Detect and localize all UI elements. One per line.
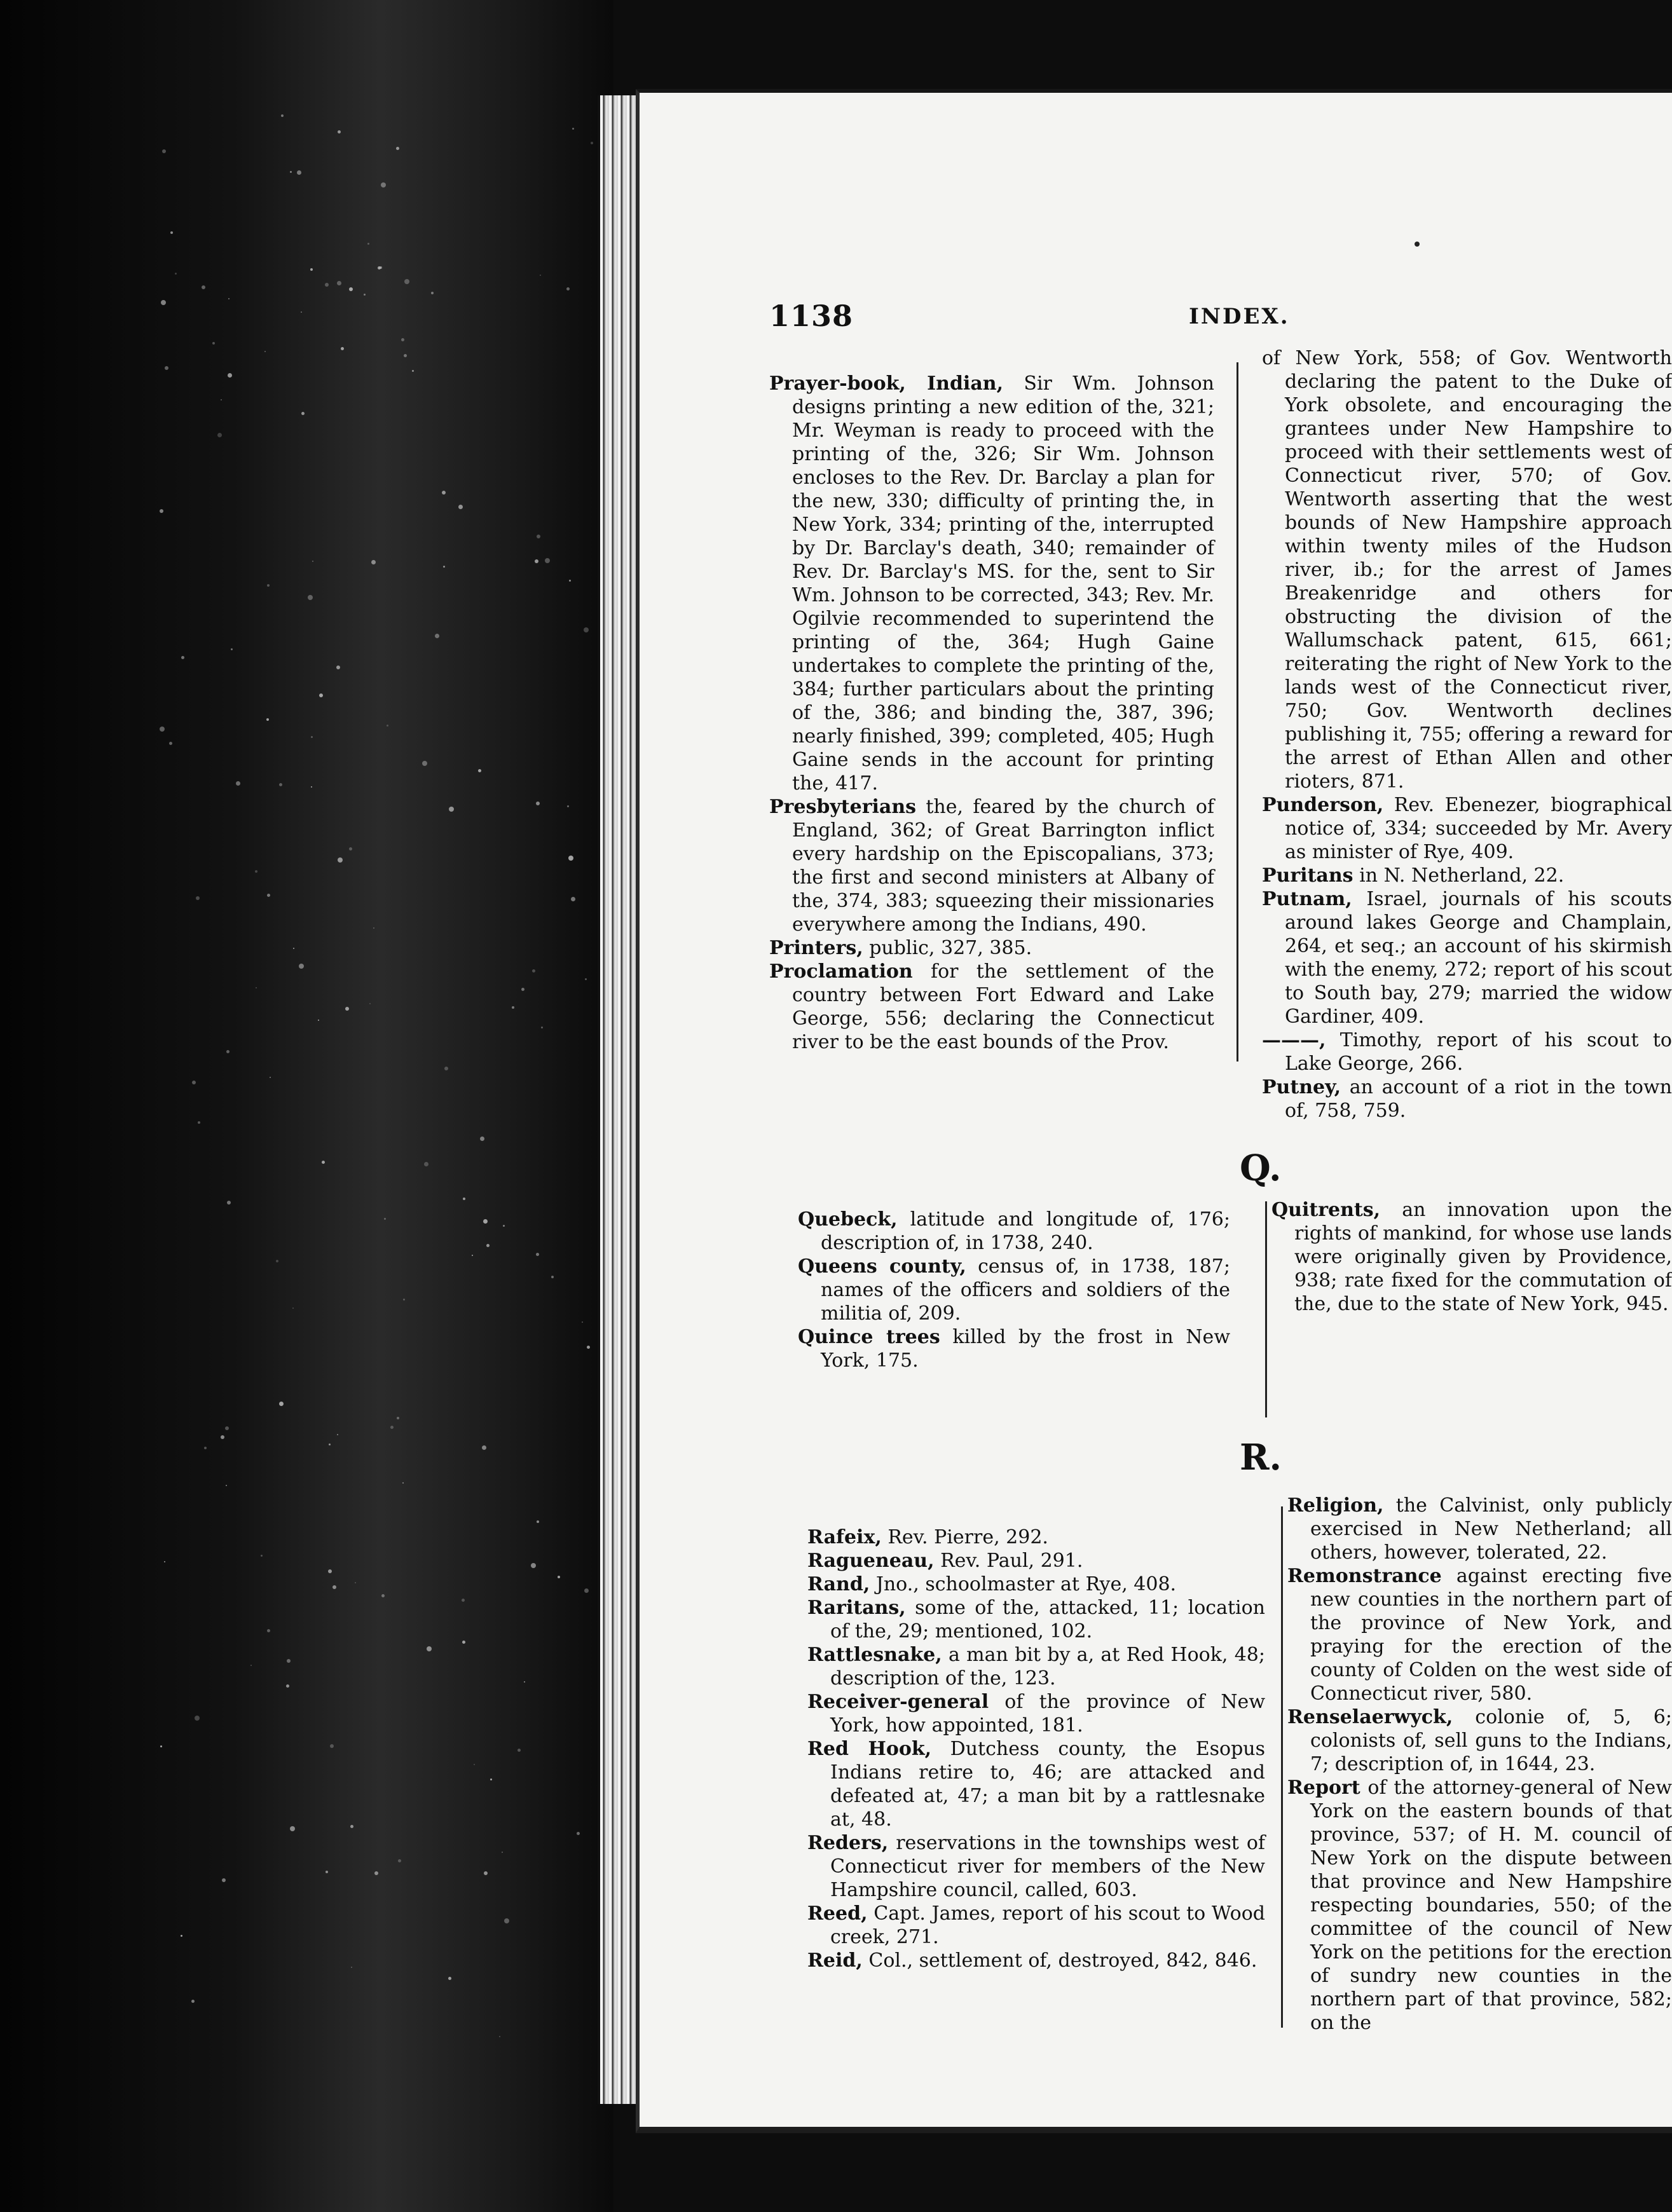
index-entry-text: killed by the frost in New York, 175. bbox=[821, 1326, 1230, 1372]
printer-dot bbox=[1415, 242, 1420, 247]
scan-speck bbox=[537, 1520, 539, 1523]
page-header bbox=[769, 299, 1672, 343]
scan-speck bbox=[279, 1402, 284, 1406]
scan-speck bbox=[319, 693, 323, 697]
scan-speck bbox=[536, 1253, 539, 1256]
scan-speck bbox=[462, 1641, 465, 1644]
scan-speck bbox=[367, 243, 369, 245]
index-headword: Raritans, bbox=[807, 1597, 906, 1619]
scan-speck bbox=[162, 149, 166, 153]
scan-speck bbox=[225, 1426, 229, 1430]
scan-speck bbox=[318, 1020, 319, 1021]
index-entry bbox=[1262, 1075, 1672, 1123]
index-headword: Reid, bbox=[807, 1949, 863, 1972]
scan-speck bbox=[312, 561, 313, 562]
page-content bbox=[769, 299, 1672, 2079]
scan-speck bbox=[424, 1162, 428, 1166]
index-entry-text: Rev. Pierre, 292. bbox=[881, 1526, 1048, 1548]
scan-speck bbox=[281, 114, 284, 117]
scan-speck bbox=[299, 964, 304, 969]
index-entry bbox=[769, 795, 1214, 936]
index-headword: Rattlesnake, bbox=[807, 1644, 942, 1666]
scan-speck bbox=[512, 1006, 514, 1009]
index-entry bbox=[807, 1949, 1265, 1972]
index-entry-text: Capt. James, report of his scout to Wood creek, 271. bbox=[830, 1902, 1265, 1948]
index-entry-text: Dutchess county, the Esopus Indians retire to, 46; are attacked and defeated at, 47; a man bit by a rattlesnake at, 48. bbox=[830, 1738, 1265, 1831]
scan-speck bbox=[301, 412, 305, 415]
index-entry bbox=[1262, 864, 1672, 887]
scan-speck bbox=[181, 656, 184, 659]
scan-speck bbox=[337, 281, 341, 285]
scan-speck bbox=[226, 1050, 230, 1053]
index-headword: Religion, bbox=[1287, 1494, 1384, 1517]
index-headword: Quince trees bbox=[798, 1326, 940, 1348]
index-entry-text: Col., settlement of, destroyed, 842, 846. bbox=[862, 1949, 1257, 1972]
scan-speck bbox=[478, 769, 481, 772]
page-number: 1138 bbox=[769, 299, 854, 333]
index-headword: Puritans bbox=[1262, 864, 1353, 887]
scan-speck bbox=[558, 1576, 560, 1578]
index-entry bbox=[1271, 1198, 1672, 1316]
index-entry bbox=[1287, 1564, 1672, 1705]
index-entry-text: Rev. Paul, 291. bbox=[934, 1550, 1083, 1572]
scan-speck bbox=[503, 1225, 505, 1227]
section-letter-r: R. bbox=[1240, 1437, 1282, 1478]
scan-speck bbox=[175, 273, 177, 275]
scan-speck bbox=[164, 1561, 165, 1562]
scan-speck bbox=[364, 294, 366, 296]
index-column-q-right bbox=[1271, 1198, 1672, 1316]
index-entry bbox=[807, 1690, 1265, 1737]
scan-speck bbox=[545, 558, 550, 563]
scan-speck bbox=[204, 1447, 207, 1449]
scan-speck bbox=[236, 781, 240, 786]
scan-speck bbox=[264, 351, 266, 352]
scan-speck bbox=[170, 231, 173, 234]
scan-speck bbox=[196, 896, 200, 900]
index-headword: Remonstrance bbox=[1287, 1565, 1442, 1587]
scan-speck bbox=[531, 1563, 536, 1568]
scan-speck bbox=[330, 1744, 334, 1748]
index-entry bbox=[1262, 793, 1672, 864]
index-headword: Reders, bbox=[807, 1832, 889, 1854]
scan-speck bbox=[571, 897, 575, 901]
scan-speck bbox=[329, 1444, 331, 1445]
index-entry-text: Jno., schoolmaster at Rye, 408. bbox=[870, 1573, 1177, 1595]
index-headword: Report bbox=[1287, 1777, 1360, 1799]
scan-speck bbox=[222, 1878, 226, 1882]
scan-speck bbox=[422, 761, 427, 766]
index-headword: Rand, bbox=[807, 1573, 870, 1595]
scan-speck bbox=[349, 847, 352, 850]
index-headword: Rafeix, bbox=[807, 1526, 882, 1548]
scan-speck bbox=[387, 725, 388, 727]
index-entry-text: colonie of, 5, 6; colonists of, sell guns to the Indians, 7; description of, in 1644, 23. bbox=[1310, 1706, 1672, 1775]
scan-speck bbox=[250, 1665, 252, 1666]
scan-speck bbox=[499, 2036, 500, 2037]
index-entry bbox=[1262, 346, 1672, 793]
scan-speck bbox=[517, 1749, 521, 1752]
index-headword: Renselaerwyck, bbox=[1287, 1706, 1453, 1728]
index-headword: Punderson, bbox=[1262, 794, 1384, 816]
index-column-p-left bbox=[769, 372, 1214, 1054]
scan-speck bbox=[311, 736, 313, 738]
scan-speck bbox=[566, 287, 570, 290]
index-entry-text: for the settlement of the country between Fort Edward and Lake George, 556; declaring the Connecticut river to be the east bounds of the Prov. bbox=[792, 960, 1214, 1053]
index-entry-text: against erecting five new counties in the northern part of the province of New York, and praying for the erection of the county of Colden on the west side of Connecticut river, 580. bbox=[1310, 1565, 1672, 1705]
scan-speck bbox=[396, 147, 399, 150]
index-entry-text: Rev. Ebenezer, biographical notice of, 334; succeeded by Mr. Avery as minister of Rye, 409. bbox=[1285, 794, 1672, 863]
scan-speck bbox=[231, 648, 233, 650]
scan-speck bbox=[551, 1276, 554, 1278]
scan-speck bbox=[474, 1764, 475, 1765]
index-entry-text: an account of a riot in the town of, 758, 759. bbox=[1285, 1076, 1672, 1122]
index-entry-text: the Calvinist, only publicly exercised in New Netherland; all others, however, tolerated, 22. bbox=[1310, 1494, 1672, 1564]
scan-speck bbox=[472, 1255, 473, 1256]
index-headword: Ragueneau, bbox=[807, 1550, 935, 1572]
index-headword: ———, bbox=[1262, 1029, 1326, 1051]
scan-speck bbox=[482, 1445, 486, 1450]
column-rule bbox=[1237, 362, 1238, 1062]
column-rule bbox=[1281, 1506, 1283, 2028]
scan-speck bbox=[266, 718, 269, 721]
index-entry bbox=[798, 1325, 1230, 1372]
scan-speck bbox=[310, 268, 313, 271]
scan-speck bbox=[160, 509, 163, 513]
scan-speck bbox=[181, 1935, 182, 1937]
scan-speck bbox=[448, 1977, 451, 1980]
scan-speck bbox=[161, 300, 166, 305]
scan-speck bbox=[585, 978, 587, 980]
scan-speck bbox=[212, 342, 215, 345]
scan-speck bbox=[591, 142, 593, 144]
index-headword: Proclamation bbox=[769, 960, 913, 983]
scan-speck bbox=[202, 285, 205, 289]
index-headword: Reed, bbox=[807, 1902, 868, 1925]
index-headword: Presbyterians bbox=[769, 796, 917, 818]
scan-speck bbox=[332, 1585, 336, 1589]
scan-speck bbox=[325, 283, 329, 287]
index-entry bbox=[1287, 1705, 1672, 1776]
scan-speck bbox=[524, 1681, 525, 1683]
index-entry bbox=[807, 1643, 1265, 1690]
index-entry bbox=[1287, 1776, 1672, 2035]
scan-speck bbox=[351, 1967, 352, 1968]
scan-speck bbox=[449, 807, 454, 812]
scan-speck bbox=[402, 1482, 404, 1484]
index-entry bbox=[769, 936, 1214, 960]
scan-speck bbox=[267, 894, 270, 897]
index-entry bbox=[798, 1208, 1230, 1255]
scan-speck bbox=[169, 742, 172, 745]
scan-speck bbox=[267, 584, 270, 587]
scan-speck bbox=[308, 595, 313, 600]
scan-speck bbox=[484, 1871, 488, 1875]
book-gutter-shadow bbox=[0, 0, 613, 2212]
index-entry bbox=[1262, 887, 1672, 1028]
scan-speck bbox=[287, 1659, 291, 1663]
running-head: INDEX. bbox=[1189, 304, 1290, 329]
column-rule bbox=[1265, 1201, 1267, 1417]
index-entry bbox=[798, 1255, 1230, 1325]
index-entry-text: census of, in 1738, 187; names of the officers and soldiers of the militia of, 209. bbox=[821, 1255, 1230, 1325]
index-headword: Prayer-book, Indian, bbox=[769, 372, 1004, 395]
scan-speck bbox=[292, 1307, 294, 1309]
scan-speck bbox=[398, 1859, 401, 1862]
index-headword: Printers, bbox=[769, 937, 863, 959]
scan-speck bbox=[191, 2000, 195, 2003]
scan-speck bbox=[350, 1825, 353, 1828]
scan-speck bbox=[540, 275, 541, 276]
scan-speck bbox=[336, 666, 340, 669]
index-entry bbox=[807, 1831, 1265, 1902]
index-headword: Putnam, bbox=[1262, 888, 1352, 910]
scan-speck bbox=[443, 566, 445, 568]
index-entry-text: reservations in the townships west of Connecticut river for members of the New Hampshire council, called, 603. bbox=[830, 1832, 1265, 1901]
index-headword: Queens county, bbox=[798, 1255, 966, 1278]
scan-speck bbox=[403, 1299, 405, 1301]
scan-speck bbox=[345, 1007, 349, 1011]
index-entry-text: public, 327, 385. bbox=[863, 937, 1032, 959]
scan-speck bbox=[444, 1067, 448, 1070]
index-entry bbox=[807, 1902, 1265, 1949]
index-entry-text: latitude and longitude of, 176; description of, in 1738, 240. bbox=[821, 1208, 1230, 1254]
scan-speck bbox=[397, 1417, 399, 1419]
scan-speck bbox=[311, 786, 312, 788]
scan-speck bbox=[338, 857, 343, 863]
scan-speck bbox=[384, 1218, 386, 1220]
scan-speck bbox=[290, 171, 292, 173]
scan-speck bbox=[270, 1077, 271, 1078]
scan-speck bbox=[228, 373, 232, 378]
scan-speck bbox=[404, 354, 407, 357]
scan-speck bbox=[541, 1027, 543, 1028]
scan-speck bbox=[228, 298, 230, 299]
scan-speck bbox=[371, 560, 376, 564]
scan-speck bbox=[369, 1003, 371, 1004]
scan-speck bbox=[322, 1161, 325, 1164]
scan-speck bbox=[483, 1219, 488, 1224]
index-entry-text: Timothy, report of his scout to Lake George, 266. bbox=[1285, 1029, 1672, 1075]
scan-speck bbox=[337, 1434, 338, 1435]
scan-speck bbox=[381, 182, 386, 188]
scan-speck bbox=[502, 1852, 503, 1853]
scan-speck bbox=[442, 491, 446, 495]
scan-speck bbox=[584, 1588, 589, 1593]
index-entry bbox=[807, 1737, 1265, 1831]
scan-speck bbox=[198, 1121, 200, 1124]
scan-speck bbox=[160, 1745, 162, 1747]
index-entry bbox=[769, 960, 1214, 1054]
index-entry-text: the, feared by the church of England, 362; of Great Barrington inflict every hardship on the Episcopalians, 373; the first and second ministers at Albany of the, 374, 383; squeezing their missionaries everywhere among the Indians, 490. bbox=[792, 796, 1214, 936]
scan-speck bbox=[380, 266, 382, 269]
scan-speck bbox=[435, 634, 439, 638]
scan-speck bbox=[577, 1832, 580, 1835]
index-column-r-left bbox=[807, 1526, 1265, 1972]
index-headword: Red Hook, bbox=[807, 1738, 932, 1760]
scan-speck bbox=[390, 1426, 394, 1429]
scan-speck bbox=[256, 987, 257, 988]
scan-speck bbox=[381, 1594, 385, 1597]
scan-speck bbox=[279, 783, 282, 786]
scan-speck bbox=[325, 1871, 328, 1873]
scan-speck bbox=[192, 1081, 196, 1084]
index-entry-text: some of the, attacked, 11; location of the, 29; mentioned, 102. bbox=[830, 1597, 1265, 1642]
scan-speck bbox=[355, 1582, 356, 1583]
scan-speck bbox=[341, 347, 344, 350]
scan-speck bbox=[267, 1629, 270, 1632]
index-entry bbox=[1287, 1494, 1672, 1564]
scan-speck bbox=[165, 366, 168, 370]
scan-speck bbox=[535, 559, 538, 563]
scan-speck bbox=[293, 948, 294, 949]
scan-speck bbox=[290, 1826, 295, 1831]
scan-speck bbox=[567, 805, 569, 807]
index-entry-text: Sir Wm. Johnson designs printing a new edition of the, 321; Mr. Weyman is ready to proceed with the printing of the, 326; Sir Wm. Johnson encloses to the Rev. Dr. Barclay a plan for the new, 330; difficulty of printing the, in New York, 334; printing of the, interrupted by Dr. Barclay's death, 340; remainder of Rev. Dr. Barclay's MS. for the, sent to Sir Wm. Johnson to be corrected, 343; Rev. Mr. Ogilvie recommended to superintend the printing of the, 364; Hugh Gaine undertakes to complete the printing of the, 384; further particulars about the printing of the, 386; and binding the, 387, 396; nearly finished, 399; completed, 405; Hugh Gaine sends in the account for printing the, 417. bbox=[792, 372, 1214, 795]
scan-speck bbox=[160, 727, 165, 732]
index-entry bbox=[769, 372, 1214, 795]
scan-speck bbox=[373, 927, 374, 929]
scan-speck bbox=[463, 1198, 465, 1200]
index-headword: Quebeck, bbox=[798, 1208, 898, 1231]
index-entry-text: an innovation upon the rights of mankind, for whose use lands were originally given by Providence, 938; rate fixed for the commutation of the, due to the state of New York, 945. bbox=[1294, 1199, 1672, 1315]
scan-speck bbox=[536, 802, 540, 805]
scan-speck bbox=[374, 1871, 378, 1875]
scan-speck bbox=[537, 535, 540, 538]
scan-speck bbox=[486, 1244, 490, 1247]
index-entry-text: Israel, journals of his scouts around lakes George and Champlain, 264, et seq.; an account of his skirmish with the enemy, 272; report of his scout to South bay, 279; married the widow Gardiner, 409. bbox=[1285, 888, 1672, 1028]
scan-speck bbox=[217, 433, 222, 437]
scan-speck bbox=[412, 370, 414, 372]
scan-speck bbox=[297, 170, 301, 175]
index-entry-text: of the province of New York, how appointed, 181. bbox=[830, 1691, 1265, 1737]
scan-speck bbox=[568, 856, 573, 861]
index-column-q-left bbox=[798, 1208, 1230, 1372]
scan-speck bbox=[458, 505, 463, 509]
scan-speck bbox=[521, 988, 524, 991]
scan-speck bbox=[504, 1918, 509, 1923]
scan-speck bbox=[431, 292, 434, 294]
index-entry-text: of New York, 558; of Gov. Wentworth declaring the patent to the Duke of York obsolete, and encouraging the grantees under New Hampshire to proceed with their settlements west of Connecticut river, 570; of Gov. Wentworth asserting that the west bounds of New Hampshire approach within twenty miles of the Hudson river, ib.; for the arrest of James Breakenridge and others for obstructing the division of the Wallumschack patent, 615, 661; reiterating the right of New York to the lands west of the Connecticut river, 750; Gov. Wentworth declines publishing it, 755; offering a reward for the arrest of Ethan Allen and other rioters, 871. bbox=[1262, 347, 1672, 793]
index-entry bbox=[807, 1549, 1265, 1573]
scan-speck bbox=[227, 1201, 231, 1205]
scan-speck bbox=[195, 1716, 200, 1721]
index-entry bbox=[807, 1526, 1265, 1549]
scan-speck bbox=[480, 1137, 484, 1141]
index-entry bbox=[1262, 1028, 1672, 1075]
scan-speck bbox=[221, 1435, 224, 1439]
index-entry-text: a man bit by a, at Red Hook, 48; description of the, 123. bbox=[830, 1644, 1265, 1690]
scan-speck bbox=[582, 1321, 583, 1323]
scan-speck bbox=[221, 399, 222, 400]
scan-speck bbox=[328, 1569, 332, 1573]
scan-speck bbox=[584, 627, 589, 632]
index-entry-text: of the attorney-general of New York on the eastern bounds of that province, 537; of H. M. council of New York on the dispute between that province and New Hampshire respecting boundaries, 550; of the committee of the council of New York on the petitions for the erection of sundry new counties in the northern part of that province, 582; on the bbox=[1310, 1777, 1672, 2034]
scan-speck bbox=[427, 1646, 432, 1651]
scan-speck bbox=[226, 1485, 227, 1486]
scan-speck bbox=[261, 1555, 263, 1557]
scan-speck bbox=[401, 338, 404, 341]
index-entry bbox=[807, 1573, 1265, 1596]
scan-speck bbox=[349, 287, 353, 291]
index-entry-text: in N. Netherland, 22. bbox=[1353, 864, 1565, 887]
index-headword: Receiver-general bbox=[807, 1691, 989, 1713]
scan-speck bbox=[462, 1599, 465, 1602]
scan-speck bbox=[532, 969, 535, 973]
scan-speck bbox=[572, 128, 574, 130]
index-column-p-right bbox=[1262, 346, 1672, 1123]
scan-speck bbox=[255, 870, 257, 873]
scan-speck bbox=[301, 311, 302, 313]
scan-speck bbox=[587, 1346, 590, 1349]
index-headword: Putney, bbox=[1262, 1076, 1341, 1098]
scan-speck bbox=[276, 1260, 278, 1262]
scan-speck bbox=[569, 580, 571, 582]
index-column-r-right bbox=[1287, 1494, 1672, 2035]
section-letter-q: Q. bbox=[1240, 1147, 1282, 1189]
scan-speck bbox=[404, 279, 409, 284]
index-entry bbox=[807, 1596, 1265, 1643]
scan-speck bbox=[490, 1778, 492, 1780]
scan-speck bbox=[286, 1684, 289, 1688]
scan-speck bbox=[338, 130, 341, 133]
index-headword: Quitrents, bbox=[1271, 1199, 1381, 1221]
